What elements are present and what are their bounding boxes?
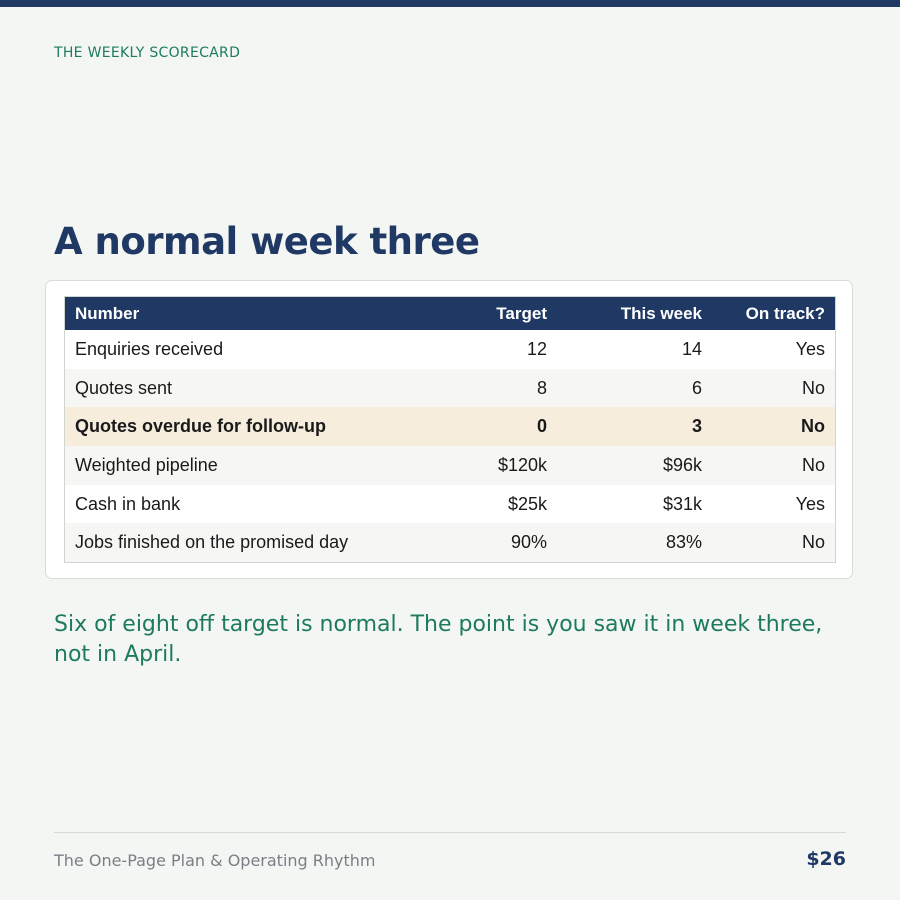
footer-price: $26: [806, 848, 846, 870]
table-row: [65, 485, 835, 524]
table-row: [65, 330, 835, 369]
table-header-row: [65, 297, 835, 330]
section-eyebrow: THE WEEKLY SCORECARD: [54, 45, 241, 61]
cell-metric: Jobs finished on the promised day: [65, 523, 425, 562]
cell-metric: Cash in bank: [65, 485, 425, 524]
cell-on-track: No: [712, 407, 835, 446]
cell-target: 0: [425, 407, 557, 446]
cell-target: $120k: [425, 446, 557, 485]
footer-book-title: The One-Page Plan & Operating Rhythm: [54, 851, 376, 870]
cell-on-track: No: [712, 446, 835, 485]
scorecard-table: [65, 297, 835, 562]
table-row: [65, 446, 835, 485]
cell-metric: Quotes sent: [65, 369, 425, 408]
cell-metric: Enquiries received: [65, 330, 425, 369]
footer-divider: [54, 832, 846, 833]
column-header-target: Target: [425, 297, 557, 330]
column-header-on-track: On track?: [712, 297, 835, 330]
cell-this-week: 6: [557, 369, 712, 408]
column-header-this-week: This week: [557, 297, 712, 330]
cell-this-week: 3: [557, 407, 712, 446]
takeaway-text: Six of eight off target is normal. The point is you saw it in week three, not in April.: [54, 612, 823, 667]
column-header-number: Number: [65, 297, 425, 330]
cell-metric: Weighted pipeline: [65, 446, 425, 485]
cell-on-track: Yes: [712, 330, 835, 369]
top-accent-bar: [0, 0, 900, 7]
table-row: [65, 369, 835, 408]
table-row-highlighted: [65, 407, 835, 446]
cell-on-track: Yes: [712, 485, 835, 524]
cell-target: 90%: [425, 523, 557, 562]
scorecard-card: [45, 280, 853, 579]
page-title: A normal week three: [54, 220, 480, 263]
scorecard-table-wrapper: [64, 296, 836, 563]
cell-target: 8: [425, 369, 557, 408]
cell-this-week: $96k: [557, 446, 712, 485]
table-row: [65, 523, 835, 562]
cell-on-track: No: [712, 369, 835, 408]
cell-target: $25k: [425, 485, 557, 524]
cell-target: 12: [425, 330, 557, 369]
cell-this-week: 14: [557, 330, 712, 369]
cell-this-week: $31k: [557, 485, 712, 524]
cell-metric: Quotes overdue for follow-up: [65, 407, 425, 446]
cell-on-track: No: [712, 523, 835, 562]
cell-this-week: 83%: [557, 523, 712, 562]
